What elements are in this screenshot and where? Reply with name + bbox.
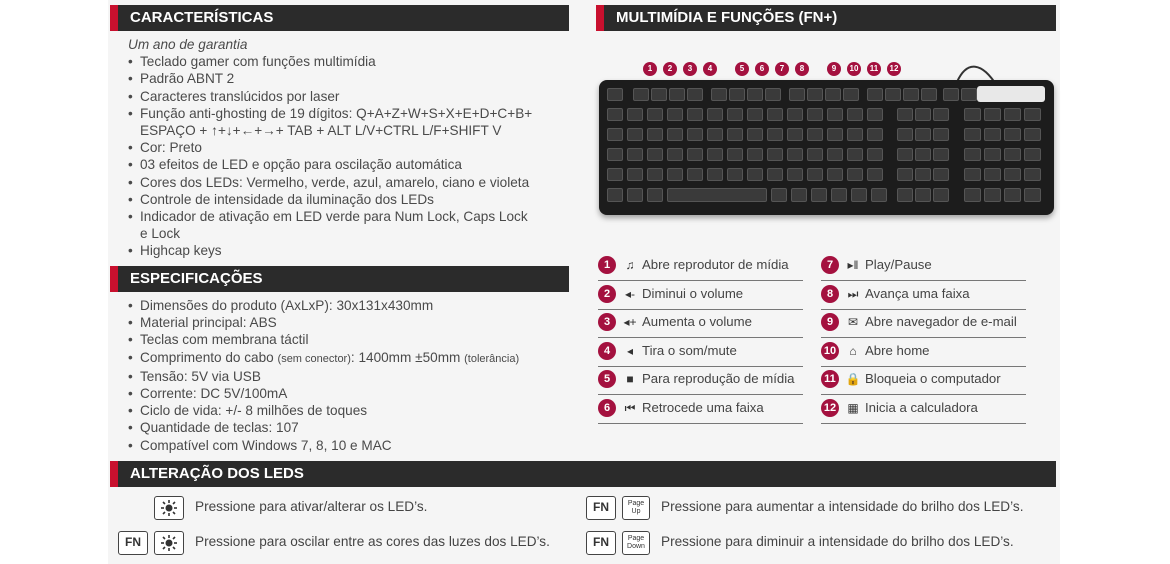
key [787,168,803,181]
page-down-key-icon [622,531,650,555]
key [897,148,913,161]
key-number-badge: 7 [775,62,789,76]
key [767,128,783,141]
key [921,88,937,101]
key [647,168,663,181]
function-row-3 [598,309,803,338]
key [1004,128,1021,141]
key [1024,128,1041,141]
key [667,148,683,161]
section-header-especificacoes: ESPECIFICAÇÕES [110,266,569,292]
home-icon: ⌂ [849,343,857,358]
key [651,88,667,101]
list-item: • Indicador de ativação em LED verde para Num Lock, Caps Lock [128,208,568,225]
function-label: Aumenta o volume [642,314,752,329]
key [627,148,643,161]
keyboard-body [599,80,1054,215]
function-number-badge: 11 [821,370,839,388]
list-item: • Caracteres translúcidos por laser [128,88,568,105]
key [747,88,763,101]
function-label: Abre navegador de e-mail [865,314,1017,329]
function-label: Abre reprodutor de mídia [642,257,789,272]
key [933,128,949,141]
key [1004,168,1021,181]
stop-icon: ■ [626,372,634,386]
key [933,108,949,121]
key [807,88,823,101]
list-item: • Tensão: 5V via USB [128,368,578,385]
key [1024,168,1041,181]
key [727,108,743,121]
list-item: • Padrão ABNT 2 [128,70,568,87]
cable-note-tolerance: (tolerância) [464,352,520,365]
volume-up-icon: ◂+ [623,315,637,329]
function-row-8 [821,281,1026,310]
function-row-9 [821,309,1026,338]
key [897,188,913,202]
list-item: • Corrente: DC 5V/100mA [128,385,578,402]
key [669,88,685,101]
key-label: Down [627,543,645,550]
key [827,168,843,181]
key [607,88,623,101]
key [767,148,783,161]
section-header-leds: ALTERAÇÃO DOS LEDS [110,461,1056,487]
key [647,108,663,121]
list-item: • Highcap keys [128,242,568,259]
list-item: • Teclas com membrana táctil [128,331,578,348]
play-pause-icon: ▸‖ [847,258,859,272]
function-label: Play/Pause [865,257,932,272]
led-indicator-panel [977,86,1045,102]
key [933,168,949,181]
function-number-badge: 4 [598,342,616,360]
function-row-5 [598,366,803,395]
key [627,188,643,202]
key [847,148,863,161]
list-item: • Cor: Preto [128,139,568,156]
function-row-7 [821,252,1026,281]
key [867,148,883,161]
list-item-cable [128,349,578,368]
led-key-icon [154,496,184,520]
function-label: Inicia a calculadora [865,399,978,415]
function-number-badge: 10 [821,342,839,360]
function-label: Tira o som/mute [642,342,737,358]
lock-icon: 🔒 [845,372,861,386]
key [707,168,723,181]
key [831,188,847,202]
key [687,168,703,181]
key [897,168,913,181]
key [964,148,981,161]
key [667,168,683,181]
next-track-icon: ⏭ [847,286,859,301]
key [767,108,783,121]
function-number-badge: 2 [598,285,616,303]
key-number-badge: 5 [735,62,749,76]
key-label: Up [631,508,641,515]
key [807,168,823,181]
key [1024,188,1041,202]
function-row-12 [821,395,1026,424]
list-item: e Lock [140,226,181,242]
led-key-icon [154,531,184,555]
key [851,188,867,202]
key [789,88,805,101]
key [727,148,743,161]
function-label: Avança uma faixa [865,285,970,301]
key [1004,188,1021,202]
list-item: • Cores dos LEDs: Vermelho, verde, azul, amarelo, ciano e violeta [128,174,568,191]
key [827,148,843,161]
led-instruction: Pressione para diminuir a intensidade do brilho dos LED’s. [661,534,1014,549]
list-item: • Compatível com Windows 7, 8, 10 e MAC [128,437,578,454]
list-item: • Material principal: ABS [128,314,578,331]
key [791,188,807,202]
key-number-badge: 10 [847,62,861,76]
key [867,168,883,181]
function-number-badge: 5 [598,370,616,388]
key [747,108,763,121]
product-sheet [108,0,1060,564]
calculator-icon: ▦ [847,400,859,415]
function-row-11 [821,366,1026,395]
function-number-badge: 3 [598,313,616,331]
key [707,128,723,141]
key [607,148,623,161]
key [747,128,763,141]
key [984,108,1001,121]
list-item: • Dimensões do produto (AxLxP): 30x131x430mm [128,297,578,314]
key [765,88,781,101]
key [897,108,913,121]
function-number-badge: 12 [821,399,839,417]
key [607,188,623,202]
key [627,108,643,121]
email-icon: ✉ [847,315,859,329]
function-number-badge: 8 [821,285,839,303]
key [707,148,723,161]
key-number-badge: 12 [887,62,901,76]
list-item: Um ano de garantia [128,37,248,52]
function-label: Diminui o volume [642,285,744,301]
led-instruction: Pressione para oscilar entre as cores das luzes dos LED’s. [195,534,550,549]
key [1004,148,1021,161]
key [811,188,827,202]
key [787,108,803,121]
list-item: ESPAÇO + ↑+↓+←+→+ TAB + ALT L/V+CTRL L/F+SHIFT V [140,123,502,139]
key-number-badge: 11 [867,62,881,76]
function-label: Para reprodução de mídia [642,371,795,386]
key [915,108,931,121]
function-label: Abre home [865,342,930,358]
key [867,128,883,141]
key [667,128,683,141]
page-up-key-icon [622,496,650,520]
key [807,128,823,141]
list-item: • Função anti-ghosting de 19 dígitos: Q+A+Z+W+S+X+E+D+C+B+ [128,105,568,122]
key [727,128,743,141]
key-label: Page [627,535,645,542]
keyboard-illustration [599,60,1059,220]
key [807,148,823,161]
key [915,188,931,202]
key [787,128,803,141]
key [825,88,841,101]
key [867,88,883,101]
key [933,148,949,161]
function-row-4 [598,338,803,367]
key-number-badge: 8 [795,62,809,76]
function-number-badge: 6 [598,399,616,417]
caracteristicas-list [128,36,568,260]
function-row-2 [598,281,803,310]
key [885,88,901,101]
led-instruction: Pressione para ativar/alterar os LED’s. [195,499,428,514]
key [729,88,745,101]
key [984,168,1001,181]
fn-key-icon: FN [118,531,148,555]
key [871,188,887,202]
list-item: • 03 efeitos de LED e opção para oscilação automática [128,156,568,173]
key [727,168,743,181]
key [767,168,783,181]
key [867,108,883,121]
key [747,168,763,181]
function-number-badge: 9 [821,313,839,331]
key-number-badge: 1 [643,62,657,76]
key [847,168,863,181]
function-row-10 [821,338,1026,367]
key [843,88,859,101]
key [711,88,727,101]
key [984,148,1001,161]
key [961,88,977,101]
key [687,128,703,141]
key-number-badge: 3 [683,62,697,76]
list-item: • Teclado gamer com funções multimídia [128,53,568,70]
function-number-badge: 1 [598,256,616,274]
mute-icon: ◂ [626,343,634,358]
key [747,148,763,161]
key-number-badge: 9 [827,62,841,76]
key [897,128,913,141]
key [915,128,931,141]
especificacoes-list [128,297,578,454]
cable-note-connector: (sem conector) [277,352,351,365]
key [627,128,643,141]
key [984,128,1001,141]
key [647,148,663,161]
key [687,88,703,101]
key [633,88,649,101]
cable-value: : 1400mm ±50mm [350,349,461,365]
key-number-badge: 6 [755,62,769,76]
key [915,168,931,181]
key [607,108,623,121]
list-item: • Quantidade de teclas: 107 [128,419,578,436]
function-row-1 [598,252,803,281]
key [964,188,981,202]
list-item: • Controle de intensidade da iluminação dos LEDs [128,191,568,208]
key [1024,108,1041,121]
section-header-caracteristicas: CARACTERÍSTICAS [110,5,569,31]
key [787,148,803,161]
key [984,188,1001,202]
key [667,108,683,121]
key [687,108,703,121]
cable-label: Comprimento do cabo [140,349,274,365]
key [1004,108,1021,121]
key [687,148,703,161]
key [607,128,623,141]
function-number-badge: 7 [821,256,839,274]
key [647,128,663,141]
section-header-multimidia: MULTIMÍDIA E FUNÇÕES (FN+) [596,5,1056,31]
key [847,128,863,141]
key-number-badge: 2 [663,62,677,76]
key [964,128,981,141]
key [915,148,931,161]
list-item: • Ciclo de vida: +/- 8 milhões de toques [128,402,578,419]
key [807,108,823,121]
key [707,108,723,121]
previous-track-icon: ⏮ [624,400,636,415]
key-number-badge: 4 [703,62,717,76]
key-label: Page [627,500,645,507]
key [827,128,843,141]
key [903,88,919,101]
function-label: Bloqueia o computador [865,371,1001,386]
key [771,188,787,202]
key [1024,148,1041,161]
key [964,168,981,181]
led-instruction: Pressione para aumentar a intensidade do brilho dos LED’s. [661,499,1024,514]
key [667,188,767,202]
key [964,108,981,121]
fn-key-icon: FN [586,531,616,555]
key [627,168,643,181]
key [847,108,863,121]
function-label: Retrocede uma faixa [642,399,764,415]
volume-down-icon: ◂- [624,286,636,301]
key [943,88,959,101]
fn-key-icon: FN [586,496,616,520]
key [827,108,843,121]
music-note-icon: ♫ [625,258,635,272]
function-row-6 [598,395,803,424]
key [607,168,623,181]
key [647,188,663,202]
key [933,188,949,202]
